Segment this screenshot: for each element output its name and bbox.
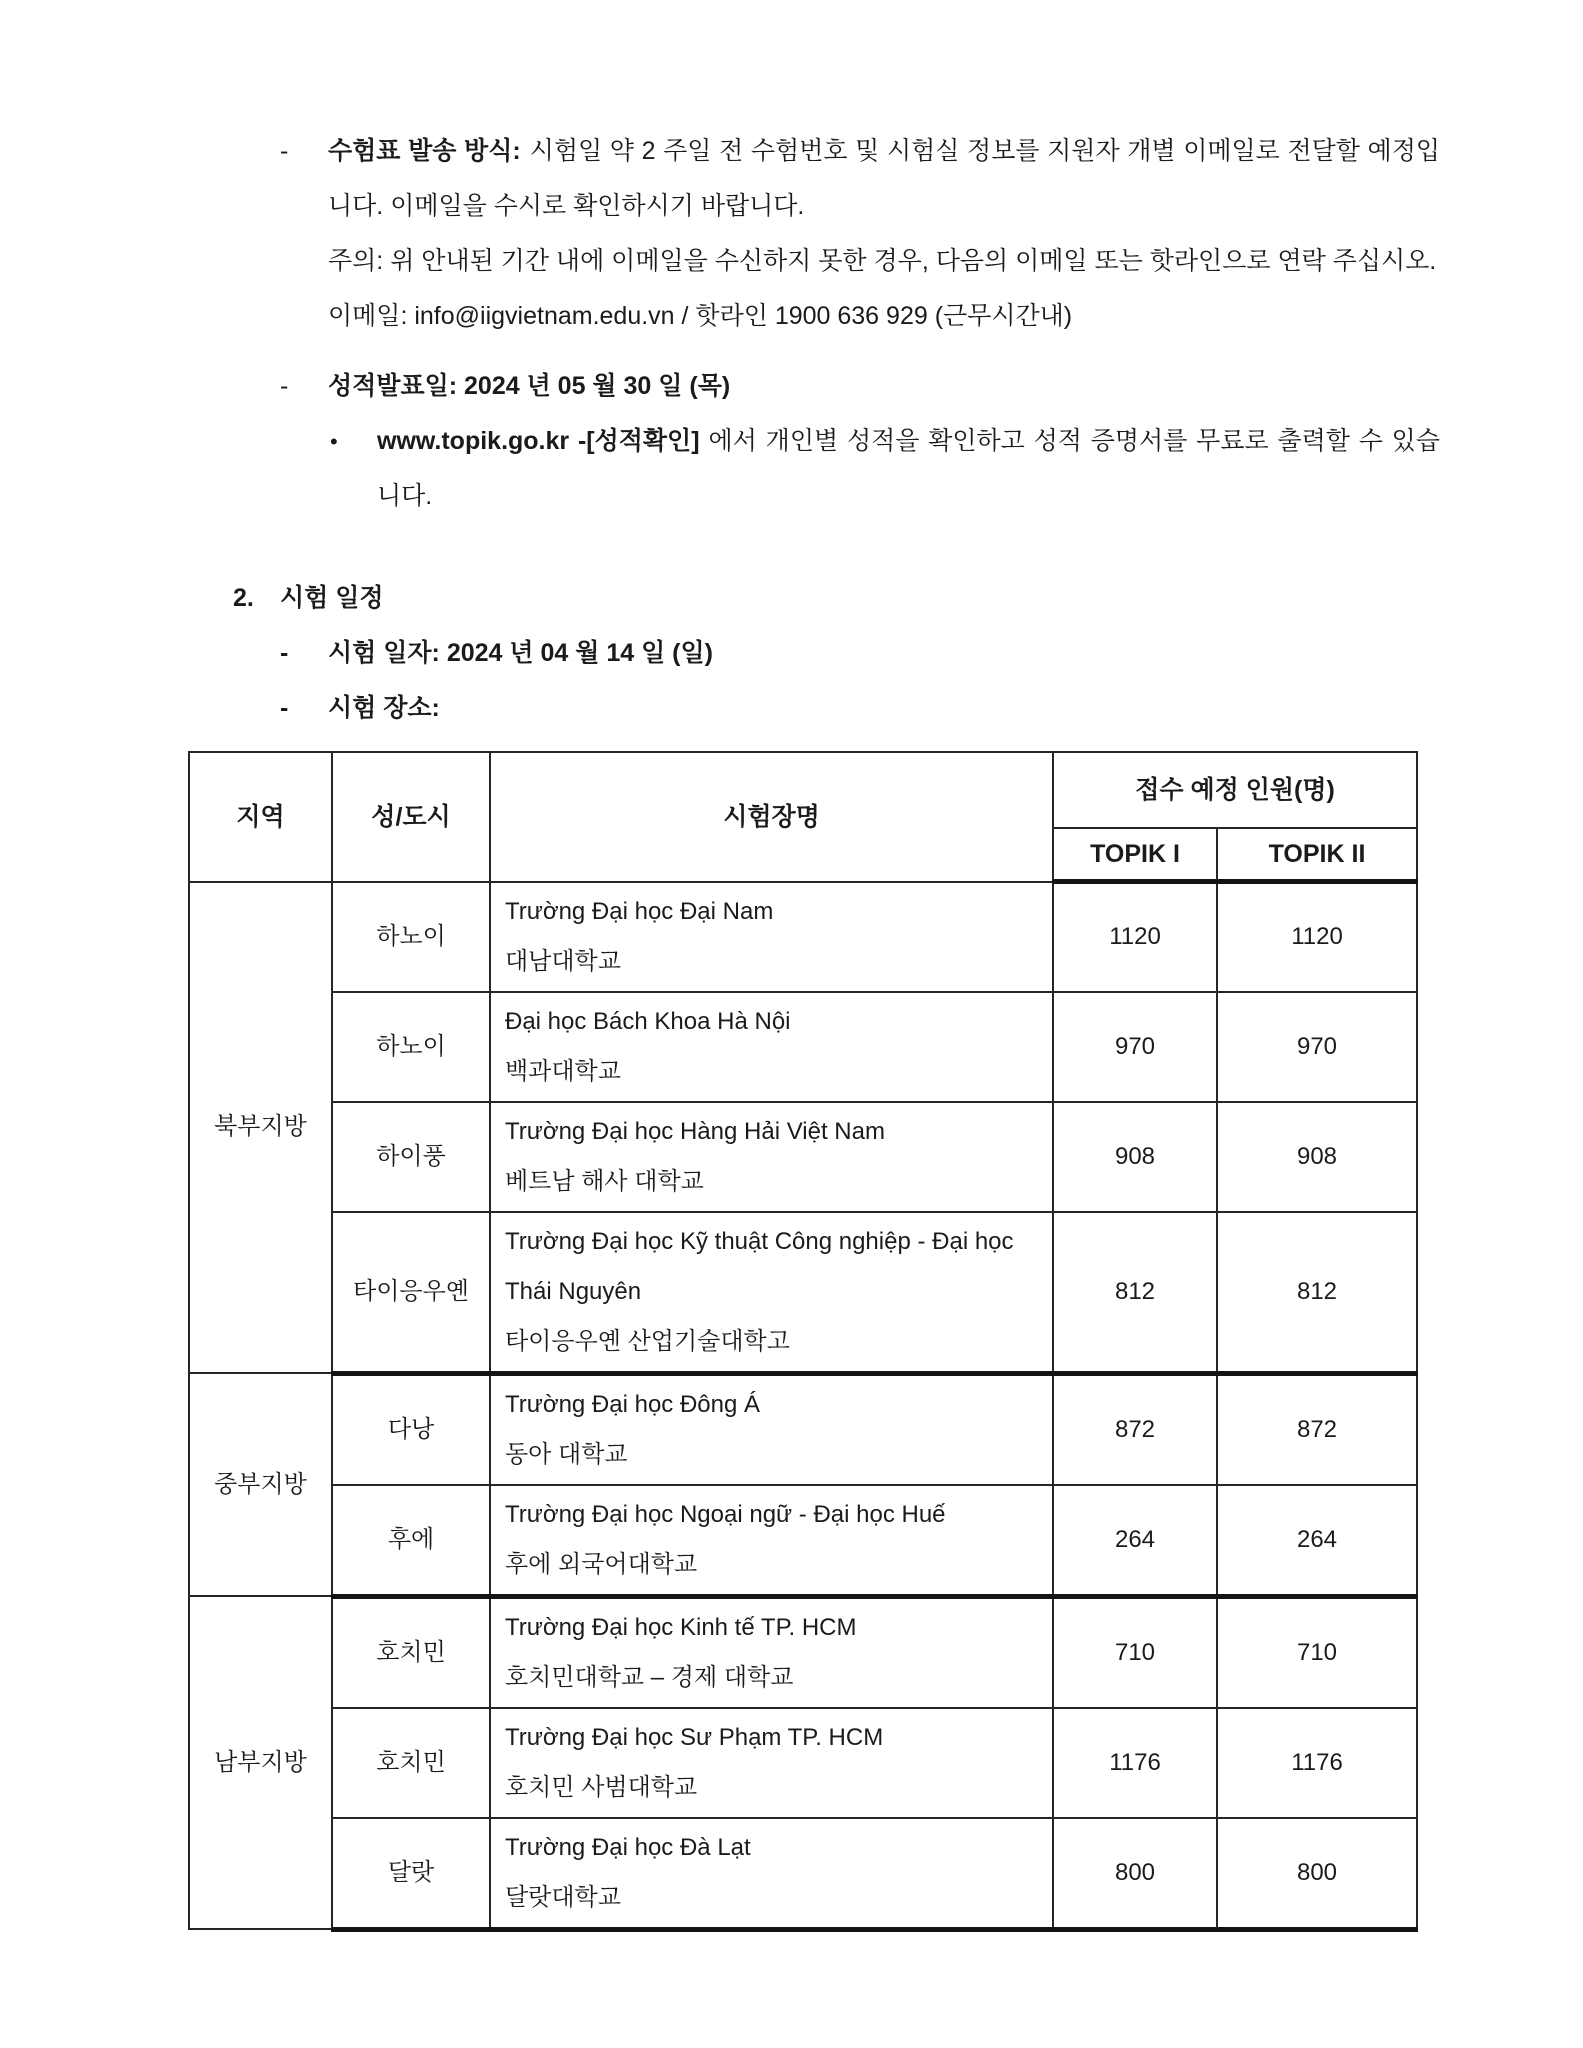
- exam-date-item: [0, 626, 1583, 681]
- venue-cell: [490, 1373, 1053, 1485]
- region-cell: 중부지방: [189, 1373, 332, 1596]
- city-cell: 하이풍: [332, 1102, 490, 1212]
- venue-cell: [490, 1485, 1053, 1597]
- exam-venue-label: 시험 장소:: [328, 694, 440, 722]
- topik2-count-cell: 970: [1217, 992, 1417, 1102]
- city-cell: 하노이: [332, 882, 490, 992]
- city-cell: 하노이: [332, 992, 490, 1102]
- city-cell: 호치민: [332, 1596, 490, 1708]
- venue-cell: [490, 1212, 1053, 1374]
- table-header-row: [189, 752, 1417, 828]
- venue-name-vn: Trường Đại học Ngoại ngữ - Đại học Huế: [505, 1500, 946, 1528]
- table-row: [189, 882, 1417, 992]
- dash-marker: -: [280, 639, 289, 667]
- topik1-count-cell: 710: [1053, 1596, 1217, 1708]
- topik1-count-cell: 812: [1053, 1212, 1217, 1374]
- dash-marker: -: [280, 372, 289, 400]
- col-header-region: 지역: [189, 752, 332, 882]
- topik2-count-cell: 872: [1217, 1373, 1417, 1485]
- venue-name-vn: Trường Đại học Hàng Hải Việt Nam: [505, 1117, 885, 1145]
- dash-marker: -: [280, 694, 289, 722]
- score-release-text: [328, 359, 1440, 414]
- exam-slip-delivery-label: 수험표 발송 방식:: [328, 137, 521, 165]
- table-row: [189, 1373, 1417, 1485]
- topik1-count-cell: 264: [1053, 1485, 1217, 1597]
- topik1-count-cell: 1176: [1053, 1708, 1217, 1818]
- table-row: [189, 1596, 1417, 1708]
- region-cell: 북부지방: [189, 882, 332, 1374]
- exam-venues-table: [188, 751, 1418, 1932]
- score-release-label: 성적발표일: 2024 년 05 월 30 일 (목): [328, 372, 731, 400]
- venue-name-kr: 대남대학교: [505, 947, 621, 975]
- topik2-count-cell: 800: [1217, 1818, 1417, 1930]
- table-row: [189, 1102, 1417, 1212]
- col-header-topik1: TOPIK I: [1053, 828, 1217, 882]
- table-row: [189, 1818, 1417, 1930]
- venue-cell: [490, 882, 1053, 992]
- venue-name-vn: Trường Đại học Đà Lạt: [505, 1833, 751, 1861]
- topik1-count-cell: 1120: [1053, 882, 1217, 992]
- section-heading-exam-schedule: [0, 571, 1583, 626]
- exam-venue-item: [0, 681, 1583, 736]
- topik1-count-cell: 800: [1053, 1818, 1217, 1930]
- venue-name-kr: 타이응우옌 산업기술대학고: [505, 1327, 790, 1355]
- topik2-count-cell: 710: [1217, 1596, 1417, 1708]
- score-check-body: 에서 개인별 성적을 확인하고 성적 증명서를 무료로 출력할 수 있습니다.: [377, 427, 1440, 510]
- col-header-city: 성/도시: [332, 752, 490, 882]
- topik2-count-cell: 1120: [1217, 882, 1417, 992]
- col-header-venue: 시험장명: [490, 752, 1053, 882]
- table-row: [189, 1708, 1417, 1818]
- contact-line: 이메일: info@iigvietnam.edu.vn / 핫라인 1900 636 929 (근무시간내): [328, 302, 1073, 330]
- venue-name-kr: 달랏대학교: [505, 1883, 621, 1911]
- venue-name-kr: 베트남 해사 대학교: [505, 1167, 704, 1195]
- venue-name-vn: Đại học Bách Khoa Hà Nội: [505, 1007, 791, 1035]
- exam-date-label: 시험 일자: 2024 년 04 월 14 일 (일): [328, 639, 713, 667]
- city-cell: 후에: [332, 1485, 490, 1597]
- col-header-capacity: 접수 예정 인원(명): [1053, 752, 1417, 828]
- topik1-count-cell: 872: [1053, 1373, 1217, 1485]
- venue-name-kr: 백과대학교: [505, 1057, 621, 1085]
- score-check-text: [377, 414, 1440, 524]
- venue-cell: [490, 1708, 1053, 1818]
- venue-name-kr: 호치민 사범대학교: [505, 1773, 698, 1801]
- bullet-marker: •: [330, 429, 338, 454]
- venue-name-vn: Trường Đại học Kỹ thuật Công nghiệp - Đại học Thái Nguyên: [505, 1227, 1014, 1305]
- exam-slip-delivery-body: 시험일 약 2 주일 전 수험번호 및 시험실 정보를 지원자 개별 이메일로 전달할 예정입니다. 이메일을 수시로 확인하시기 바랍니다.: [328, 137, 1440, 220]
- table-row: [189, 1485, 1417, 1597]
- table-row: [189, 992, 1417, 1102]
- warning-paragraph: 주의: 위 안내된 기간 내에 이메일을 수신하지 못한 경우, 다음의 이메일 또는 핫라인으로 연락 주십시오.: [328, 247, 1437, 275]
- topik1-count-cell: 970: [1053, 992, 1217, 1102]
- col-header-topik2: TOPIK II: [1217, 828, 1417, 882]
- topik2-count-cell: 264: [1217, 1485, 1417, 1597]
- region-cell: 남부지방: [189, 1596, 332, 1929]
- venue-cell: [490, 1102, 1053, 1212]
- venue-name-vn: Trường Đại học Đại Nam: [505, 897, 774, 925]
- score-release-item: [0, 359, 1583, 414]
- venue-cell: [490, 1818, 1053, 1930]
- dash-marker: -: [280, 137, 289, 165]
- venue-cell: [490, 1596, 1053, 1708]
- venue-cell: [490, 992, 1053, 1102]
- topik2-count-cell: 1176: [1217, 1708, 1417, 1818]
- city-cell: 타이응우옌: [332, 1212, 490, 1374]
- section-title: 시험 일정: [280, 584, 384, 612]
- city-cell: 달랏: [332, 1818, 490, 1930]
- city-cell: 호치민: [332, 1708, 490, 1818]
- venue-name-kr: 후에 외국어대학교: [505, 1550, 698, 1578]
- venue-name-vn: Trường Đại học Sư Phạm TP. HCM: [505, 1723, 884, 1751]
- topik2-count-cell: 908: [1217, 1102, 1417, 1212]
- city-cell: 다낭: [332, 1373, 490, 1485]
- exam-slip-delivery-item: [0, 124, 1583, 234]
- topik2-count-cell: 812: [1217, 1212, 1417, 1374]
- venue-name-kr: 동아 대학교: [505, 1440, 628, 1468]
- exam-slip-delivery-text: [328, 124, 1440, 234]
- score-check-link: www.topik.go.kr -[성적확인]: [377, 427, 700, 455]
- venue-name-kr: 호치민대학교 – 경제 대학교: [505, 1663, 794, 1691]
- score-check-bullet-item: [0, 414, 1583, 524]
- table-row: [189, 1212, 1417, 1374]
- topik1-count-cell: 908: [1053, 1102, 1217, 1212]
- section-number: 2.: [233, 584, 254, 612]
- venue-name-vn: Trường Đại học Kinh tế TP. HCM: [505, 1613, 857, 1641]
- venue-name-vn: Trường Đại học Đông Á: [505, 1390, 761, 1418]
